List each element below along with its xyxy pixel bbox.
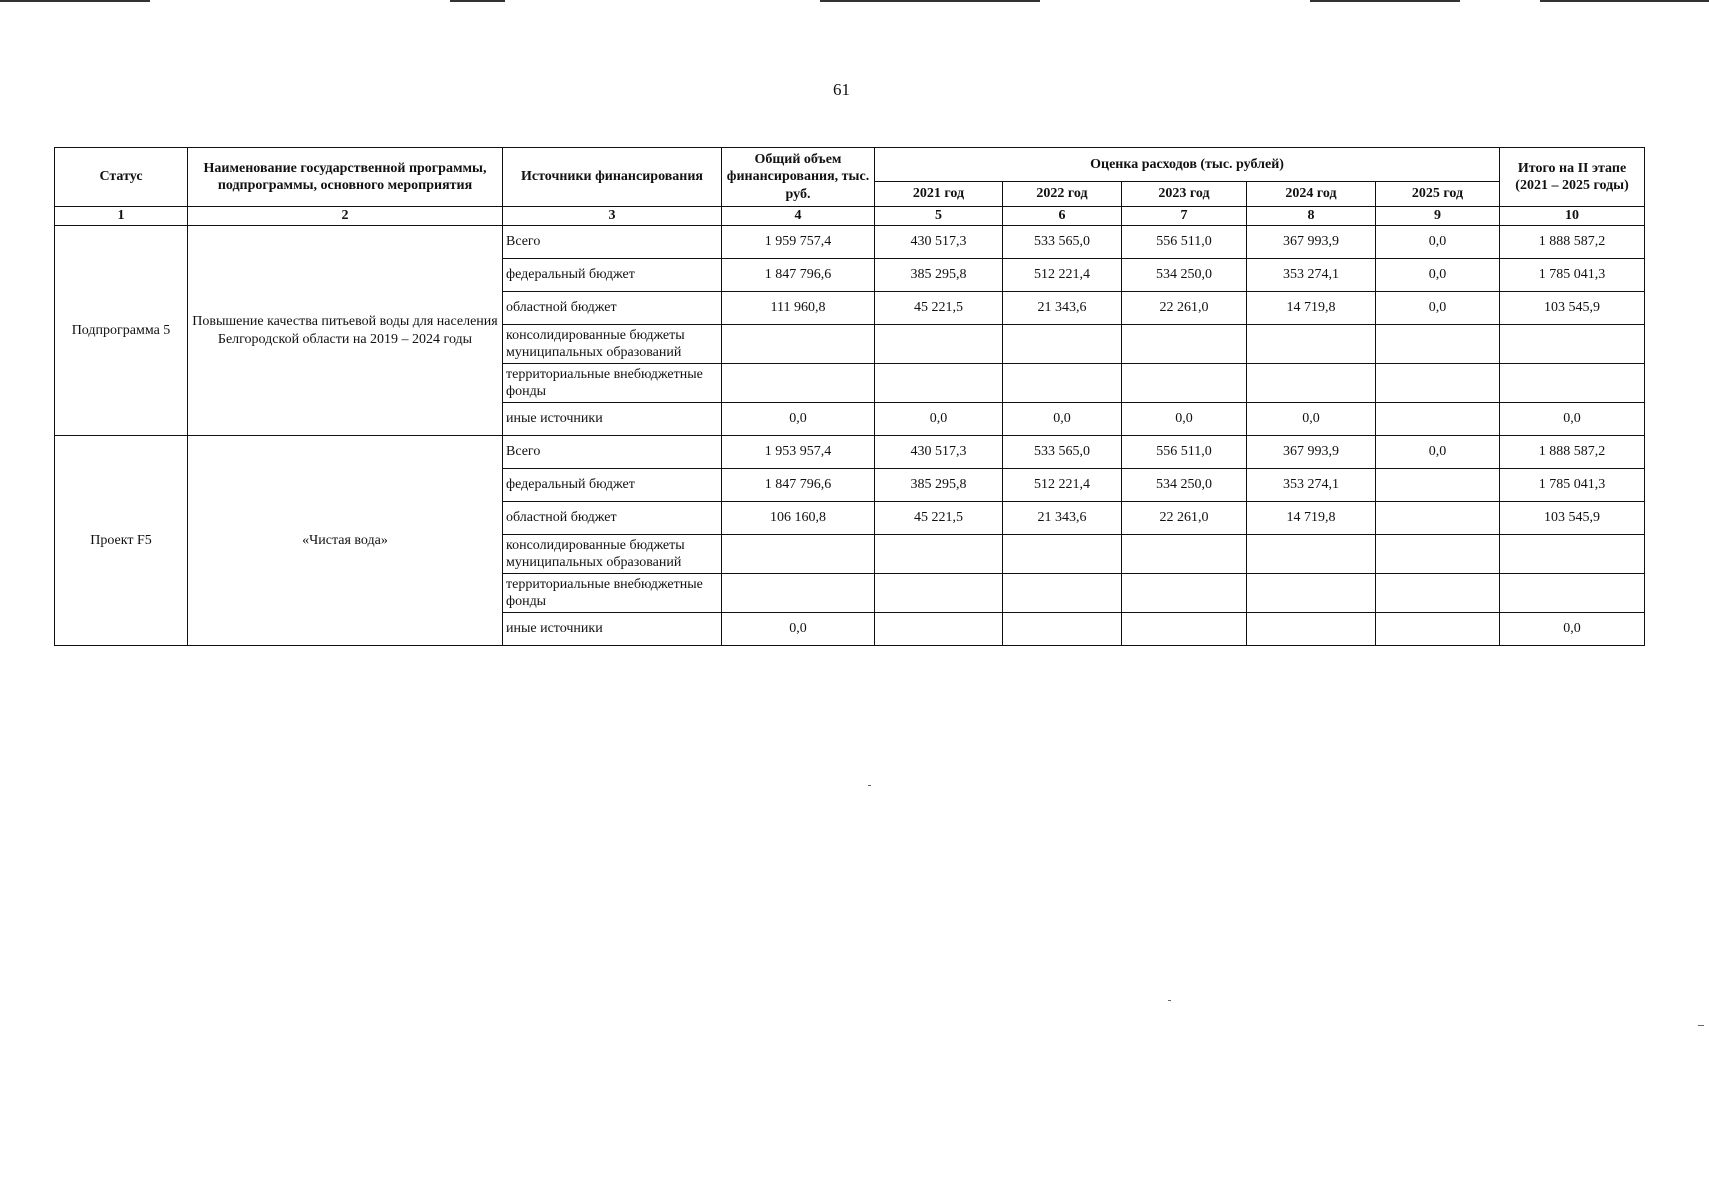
total-cell <box>722 574 875 613</box>
year-2023-cell <box>1122 364 1247 403</box>
program-name-cell: Повышение качества питьевой воды для населения Белгородской области на 2019 – 2024 годы <box>188 226 503 436</box>
table-header <box>55 148 1645 226</box>
funding-source-cell: территориальные внебюджетные фонды <box>503 574 722 613</box>
funding-source-cell: консолидированные бюджеты муниципальных образований <box>503 325 722 364</box>
year-2025-cell <box>1376 364 1500 403</box>
year-2021-cell <box>875 613 1003 646</box>
year-2023-cell: 556 511,0 <box>1122 226 1247 259</box>
year-2024-cell: 353 274,1 <box>1247 259 1376 292</box>
stage-total-cell: 0,0 <box>1500 403 1645 436</box>
funding-source-cell: Всего <box>503 436 722 469</box>
year-2025-cell <box>1376 574 1500 613</box>
year-2025-cell: 0,0 <box>1376 226 1500 259</box>
table-row <box>55 436 1645 469</box>
year-2022-cell: 512 221,4 <box>1003 469 1122 502</box>
status-cell: Проект F5 <box>55 436 188 646</box>
table-row <box>55 226 1645 259</box>
financing-table <box>54 147 1645 646</box>
year-2021-cell: 385 295,8 <box>875 469 1003 502</box>
year-2021-cell: 430 517,3 <box>875 226 1003 259</box>
scan-edge-mark <box>0 0 150 2</box>
year-2024-cell <box>1247 325 1376 364</box>
year-2024-cell: 367 993,9 <box>1247 436 1376 469</box>
stage-total-cell <box>1500 574 1645 613</box>
year-2023-cell: 22 261,0 <box>1122 292 1247 325</box>
stage-total-cell: 103 545,9 <box>1500 292 1645 325</box>
year-2022-cell <box>1003 364 1122 403</box>
stage-total-cell: 0,0 <box>1500 613 1645 646</box>
funding-source-cell: территориальные внебюджетные фонды <box>503 364 722 403</box>
column-number: 8 <box>1247 207 1376 226</box>
column-number: 9 <box>1376 207 1500 226</box>
funding-source-cell: федеральный бюджет <box>503 259 722 292</box>
year-2024-cell: 14 719,8 <box>1247 292 1376 325</box>
year-2023-cell <box>1122 613 1247 646</box>
funding-source-cell: областной бюджет <box>503 502 722 535</box>
total-cell: 0,0 <box>722 403 875 436</box>
header-year: 2025 год <box>1376 182 1500 207</box>
status-cell: Подпрограмма 5 <box>55 226 188 436</box>
year-2022-cell <box>1003 325 1122 364</box>
header-name: Наименование государственной программы, подпрограммы, основного мероприятия <box>188 148 503 207</box>
year-2024-cell <box>1247 574 1376 613</box>
page-number: 61 <box>833 80 850 99</box>
stage-total-cell: 1 785 041,3 <box>1500 259 1645 292</box>
year-2025-cell: 0,0 <box>1376 292 1500 325</box>
year-2021-cell: 430 517,3 <box>875 436 1003 469</box>
year-2023-cell <box>1122 325 1247 364</box>
stage-total-cell: 1 888 587,2 <box>1500 226 1645 259</box>
total-cell: 1 959 757,4 <box>722 226 875 259</box>
column-number: 2 <box>188 207 503 226</box>
scan-speck <box>1698 1025 1704 1026</box>
column-number: 1 <box>55 207 188 226</box>
column-number: 4 <box>722 207 875 226</box>
scan-speck <box>1168 1000 1171 1001</box>
year-2025-cell <box>1376 613 1500 646</box>
stage-total-cell: 1 888 587,2 <box>1500 436 1645 469</box>
year-2022-cell: 533 565,0 <box>1003 436 1122 469</box>
header-status: Статус <box>55 148 188 207</box>
year-2024-cell <box>1247 613 1376 646</box>
year-2023-cell <box>1122 535 1247 574</box>
year-2022-cell <box>1003 613 1122 646</box>
header-stage-total: Итого на II этапе (2021 – 2025 годы) <box>1500 148 1645 207</box>
header-year: 2022 год <box>1003 182 1122 207</box>
total-cell <box>722 364 875 403</box>
header-year: 2024 год <box>1247 182 1376 207</box>
stage-total-cell: 1 785 041,3 <box>1500 469 1645 502</box>
total-cell: 106 160,8 <box>722 502 875 535</box>
total-cell: 1 953 957,4 <box>722 436 875 469</box>
year-2021-cell <box>875 535 1003 574</box>
year-2021-cell: 0,0 <box>875 403 1003 436</box>
year-2024-cell <box>1247 535 1376 574</box>
year-2021-cell <box>875 574 1003 613</box>
year-2022-cell: 21 343,6 <box>1003 502 1122 535</box>
year-2025-cell <box>1376 535 1500 574</box>
year-2022-cell <box>1003 574 1122 613</box>
total-cell: 111 960,8 <box>722 292 875 325</box>
scan-edge-mark <box>450 0 505 2</box>
year-2025-cell <box>1376 469 1500 502</box>
total-cell <box>722 535 875 574</box>
year-2021-cell: 45 221,5 <box>875 502 1003 535</box>
year-2024-cell: 14 719,8 <box>1247 502 1376 535</box>
scan-speck <box>868 785 871 786</box>
funding-source-cell: консолидированные бюджеты муниципальных образований <box>503 535 722 574</box>
column-number: 3 <box>503 207 722 226</box>
year-2023-cell: 22 261,0 <box>1122 502 1247 535</box>
year-2021-cell: 45 221,5 <box>875 292 1003 325</box>
total-cell: 1 847 796,6 <box>722 259 875 292</box>
header-year: 2023 год <box>1122 182 1247 207</box>
year-2025-cell <box>1376 502 1500 535</box>
year-2024-cell <box>1247 364 1376 403</box>
year-2023-cell: 556 511,0 <box>1122 436 1247 469</box>
column-number: 7 <box>1122 207 1247 226</box>
year-2025-cell <box>1376 325 1500 364</box>
scan-edge-mark <box>1310 0 1460 2</box>
header-estimate: Оценка расходов (тыс. рублей) <box>875 148 1500 182</box>
year-2024-cell: 0,0 <box>1247 403 1376 436</box>
total-cell: 1 847 796,6 <box>722 469 875 502</box>
funding-source-cell: иные источники <box>503 403 722 436</box>
stage-total-cell: 103 545,9 <box>1500 502 1645 535</box>
column-number: 6 <box>1003 207 1122 226</box>
column-number: 5 <box>875 207 1003 226</box>
table-body <box>55 226 1645 646</box>
column-number: 10 <box>1500 207 1645 226</box>
funding-source-cell: федеральный бюджет <box>503 469 722 502</box>
year-2022-cell: 21 343,6 <box>1003 292 1122 325</box>
total-cell: 0,0 <box>722 613 875 646</box>
year-2023-cell <box>1122 574 1247 613</box>
funding-source-cell: областной бюджет <box>503 292 722 325</box>
year-2023-cell: 534 250,0 <box>1122 259 1247 292</box>
header-source: Источники финансирования <box>503 148 722 207</box>
year-2025-cell: 0,0 <box>1376 259 1500 292</box>
year-2021-cell <box>875 325 1003 364</box>
total-cell <box>722 325 875 364</box>
year-2022-cell: 0,0 <box>1003 403 1122 436</box>
year-2022-cell: 533 565,0 <box>1003 226 1122 259</box>
stage-total-cell <box>1500 364 1645 403</box>
year-2022-cell: 512 221,4 <box>1003 259 1122 292</box>
program-name-cell: «Чистая вода» <box>188 436 503 646</box>
year-2021-cell <box>875 364 1003 403</box>
header-year: 2021 год <box>875 182 1003 207</box>
header-total: Общий объем финансирования, тыс. руб. <box>722 148 875 207</box>
stage-total-cell <box>1500 325 1645 364</box>
funding-source-cell: иные источники <box>503 613 722 646</box>
stage-total-cell <box>1500 535 1645 574</box>
year-2025-cell <box>1376 403 1500 436</box>
year-2025-cell: 0,0 <box>1376 436 1500 469</box>
scan-edge-mark <box>1540 0 1709 2</box>
year-2023-cell: 534 250,0 <box>1122 469 1247 502</box>
scan-edge-mark <box>820 0 1040 2</box>
year-2022-cell <box>1003 535 1122 574</box>
year-2024-cell: 367 993,9 <box>1247 226 1376 259</box>
year-2021-cell: 385 295,8 <box>875 259 1003 292</box>
year-2023-cell: 0,0 <box>1122 403 1247 436</box>
year-2024-cell: 353 274,1 <box>1247 469 1376 502</box>
funding-source-cell: Всего <box>503 226 722 259</box>
